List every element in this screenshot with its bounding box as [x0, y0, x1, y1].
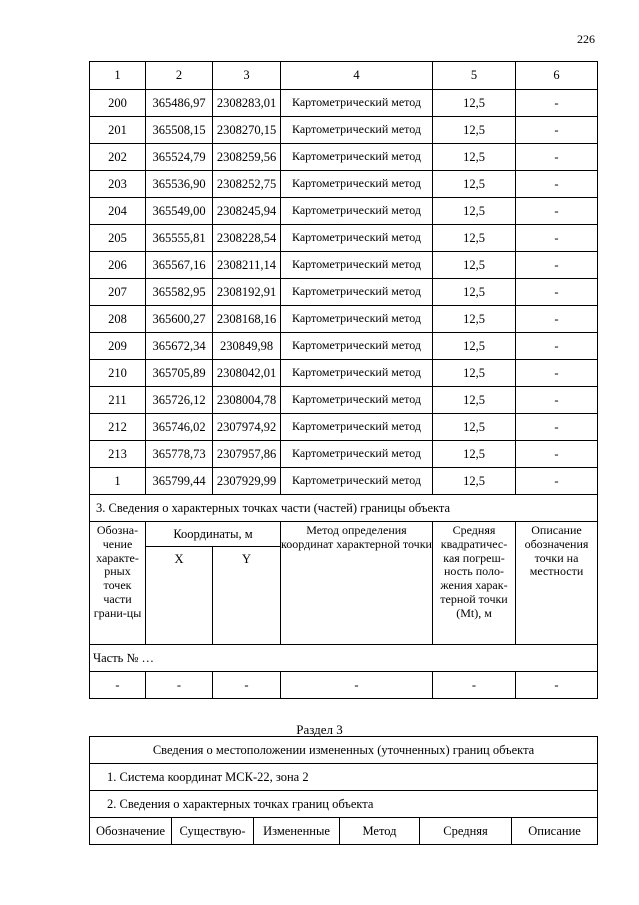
table-cell: 365582,95 [146, 279, 213, 306]
column-header: Существую- [172, 818, 254, 845]
column-header-row [90, 818, 598, 845]
table-cell: 2308004,78 [213, 387, 281, 414]
y-header: Y [213, 547, 281, 645]
table-cell: 365555,81 [146, 225, 213, 252]
table-cell: Картометрический метод [281, 144, 433, 171]
table-cell: - [516, 387, 598, 414]
table-row [90, 441, 598, 468]
table-cell: 365549,00 [146, 198, 213, 225]
table-cell: 230849,98 [213, 333, 281, 360]
table-cell: - [516, 171, 598, 198]
table-row [90, 279, 598, 306]
table-cell: 12,5 [433, 90, 516, 117]
table-cell: - [516, 252, 598, 279]
table-cell: Картометрический метод [281, 90, 433, 117]
column-header: Описание [512, 818, 598, 845]
table-cell: 12,5 [433, 144, 516, 171]
table-row [90, 306, 598, 333]
table-row [90, 333, 598, 360]
table-cell: 12,5 [433, 225, 516, 252]
table-cell: 12,5 [433, 198, 516, 225]
sub-header-row-1 [90, 522, 598, 547]
column-header: Метод [340, 818, 420, 845]
method-header: Метод определения координат характерной точки [281, 522, 433, 645]
table-cell: 12,5 [433, 360, 516, 387]
table-cell: 12,5 [433, 279, 516, 306]
table-cell: 12,5 [433, 468, 516, 495]
error-header: Средняя квадратичес-кая погреш-ность поло-жения харак-терной точки (Mt), м [433, 522, 516, 645]
table-cell: Картометрический метод [281, 468, 433, 495]
table-cell: 2308270,15 [213, 117, 281, 144]
table-cell: 365799,44 [146, 468, 213, 495]
table-cell: 12,5 [433, 441, 516, 468]
table-cell: 2308168,16 [213, 306, 281, 333]
dash-cell: - [90, 672, 146, 699]
table-cell: Картометрический метод [281, 279, 433, 306]
table-cell: 2307957,86 [213, 441, 281, 468]
table-cell: 2308252,75 [213, 171, 281, 198]
table-cell: Картометрический метод [281, 441, 433, 468]
table-cell: - [516, 117, 598, 144]
table-cell: 205 [90, 225, 146, 252]
header-cell: 6 [516, 62, 598, 90]
table-cell: Картометрический метод [281, 117, 433, 144]
section-heading: Раздел 3 [296, 722, 343, 737]
table-cell: 365508,15 [146, 117, 213, 144]
table-cell: - [516, 414, 598, 441]
dash-cell: - [281, 672, 433, 699]
table-cell: 365567,16 [146, 252, 213, 279]
table-cell: Картометрический метод [281, 306, 433, 333]
table-cell: 365746,02 [146, 414, 213, 441]
table-cell: - [516, 144, 598, 171]
table-cell: 12,5 [433, 414, 516, 441]
designation-header: Обозна-чение характе-рных точек части грани-цы [90, 522, 146, 645]
dash-cell: - [433, 672, 516, 699]
table-cell: - [516, 333, 598, 360]
table-cell: 207 [90, 279, 146, 306]
header-cell: 3 [213, 62, 281, 90]
table-row [90, 90, 598, 117]
table-cell: 365778,73 [146, 441, 213, 468]
table-cell: 12,5 [433, 306, 516, 333]
page-number: 226 [577, 32, 595, 46]
dash-cell: - [146, 672, 213, 699]
section-3-title: 3. Сведения о характерных точках части (частей) границы объекта [90, 495, 598, 522]
table-cell: 2308211,14 [213, 252, 281, 279]
table-title: Сведения о местоположении измененных (уточненных) границ объекта [90, 737, 598, 764]
table-row [90, 171, 598, 198]
table-cell: 365705,89 [146, 360, 213, 387]
points-info: 2. Сведения о характерных точках границ объекта [90, 791, 598, 818]
table-cell: Картометрический метод [281, 360, 433, 387]
table-cell: 365486,97 [146, 90, 213, 117]
table-cell: 2308245,94 [213, 198, 281, 225]
table-row [90, 144, 598, 171]
header-cell: 5 [433, 62, 516, 90]
table-cell: Картометрический метод [281, 225, 433, 252]
table-cell: 202 [90, 144, 146, 171]
dash-cell: - [516, 672, 598, 699]
table-row [90, 252, 598, 279]
table-cell: - [516, 198, 598, 225]
table-row [90, 198, 598, 225]
coord-system-row [90, 764, 598, 791]
x-header: X [146, 547, 213, 645]
header-cell: 1 [90, 62, 146, 90]
table-cell: - [516, 90, 598, 117]
table-cell: 12,5 [433, 252, 516, 279]
table-cell: 12,5 [433, 171, 516, 198]
table-cell: 200 [90, 90, 146, 117]
table-cell: 365726,12 [146, 387, 213, 414]
dash-cell: - [213, 672, 281, 699]
table-cell: 213 [90, 441, 146, 468]
column-header: Измененные [254, 818, 340, 845]
table-cell: 12,5 [433, 333, 516, 360]
table-cell: Картометрический метод [281, 414, 433, 441]
table-cell: - [516, 225, 598, 252]
table-cell: - [516, 306, 598, 333]
table-cell: 365672,34 [146, 333, 213, 360]
table-row [90, 360, 598, 387]
coordinates-header: Координаты, м [146, 522, 281, 547]
table-row [90, 225, 598, 252]
table-cell: Картометрический метод [281, 333, 433, 360]
table-cell: 2308228,54 [213, 225, 281, 252]
table-cell: 2308192,91 [213, 279, 281, 306]
table-cell: 2308042,01 [213, 360, 281, 387]
part-label: Часть № … [90, 645, 598, 672]
table-cell: Картометрический метод [281, 198, 433, 225]
coord-system: 1. Система координат МСК-22, зона 2 [90, 764, 598, 791]
table-cell: 2308259,56 [213, 144, 281, 171]
table-cell: 209 [90, 333, 146, 360]
header-cell: 2 [146, 62, 213, 90]
table-cell: 1 [90, 468, 146, 495]
table-row [90, 117, 598, 144]
table-cell: 204 [90, 198, 146, 225]
table-cell: Картометрический метод [281, 387, 433, 414]
table-cell: 365524,79 [146, 144, 213, 171]
column-header: Обозначение [90, 818, 172, 845]
table-cell: 12,5 [433, 117, 516, 144]
table-cell: 365600,27 [146, 306, 213, 333]
table-row [90, 387, 598, 414]
table-header-row [90, 62, 598, 90]
table-cell: - [516, 279, 598, 306]
points-info-row [90, 791, 598, 818]
table-cell: 208 [90, 306, 146, 333]
table-cell: 210 [90, 360, 146, 387]
description-header: Описание обозначения точки на местности [516, 522, 598, 645]
table-cell: 2308283,01 [213, 90, 281, 117]
column-header: Средняя [420, 818, 512, 845]
coordinates-table [89, 61, 598, 699]
table-cell: - [516, 360, 598, 387]
table-cell: Картометрический метод [281, 171, 433, 198]
table-cell: 12,5 [433, 387, 516, 414]
table-cell: 2307974,92 [213, 414, 281, 441]
header-cell: 4 [281, 62, 433, 90]
table-row [90, 414, 598, 441]
table-cell: - [516, 441, 598, 468]
changed-boundaries-table [89, 736, 598, 845]
table-row [90, 468, 598, 495]
table-cell: 203 [90, 171, 146, 198]
table-cell: 2307929,99 [213, 468, 281, 495]
table-cell: 201 [90, 117, 146, 144]
table-cell: 206 [90, 252, 146, 279]
part-row [90, 645, 598, 672]
table-cell: 211 [90, 387, 146, 414]
title-row [90, 737, 598, 764]
table-cell: 212 [90, 414, 146, 441]
table-cell: - [516, 468, 598, 495]
table-cell: Картометрический метод [281, 252, 433, 279]
section-title-row [90, 495, 598, 522]
dash-row [90, 672, 598, 699]
table-cell: 365536,90 [146, 171, 213, 198]
